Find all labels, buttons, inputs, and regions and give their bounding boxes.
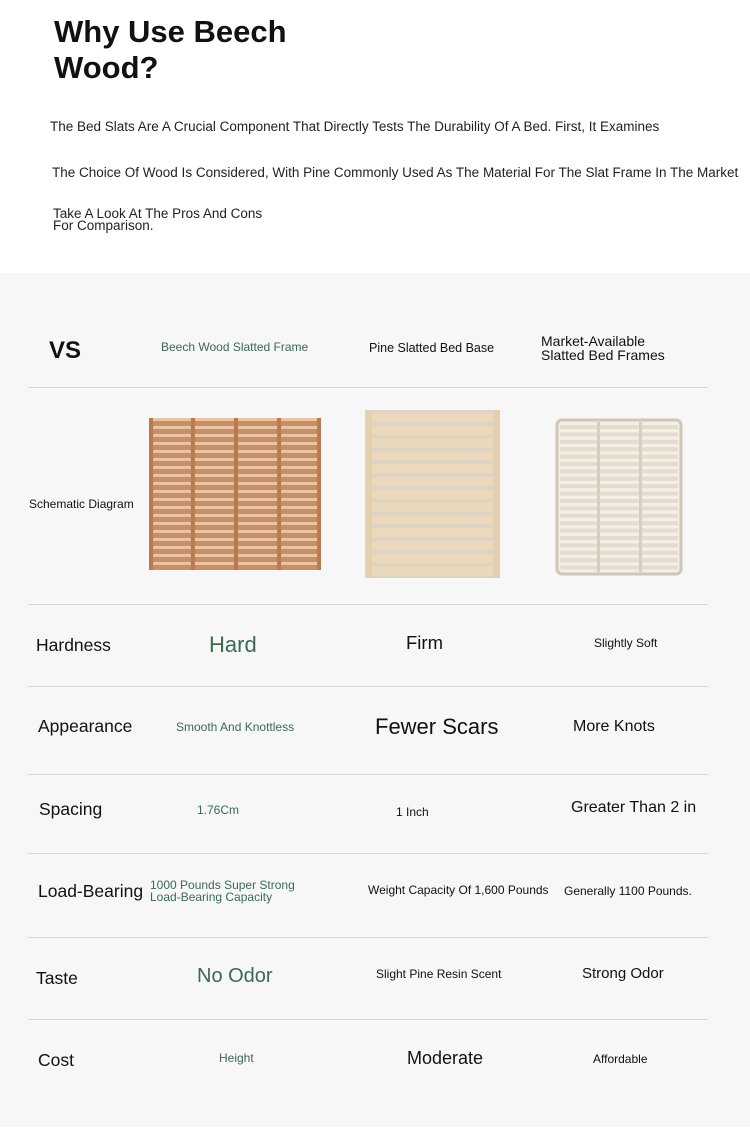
pine-slatted-base-image bbox=[365, 410, 500, 578]
intro-line-3b: For Comparison. bbox=[53, 218, 154, 233]
pine-slat bbox=[365, 567, 500, 576]
beech-slat bbox=[281, 509, 317, 514]
beech-slat bbox=[238, 445, 277, 450]
beech-slat bbox=[153, 429, 191, 434]
beech-slat bbox=[238, 517, 277, 522]
market-slat bbox=[642, 492, 678, 496]
column-header-beech: Beech Wood Slatted Frame bbox=[161, 340, 309, 354]
beech-slat bbox=[238, 549, 277, 554]
beech-slat bbox=[153, 517, 191, 522]
market-slat bbox=[642, 447, 678, 451]
beech-slat bbox=[238, 493, 277, 498]
beech-slat bbox=[195, 429, 234, 434]
beech-slat bbox=[238, 453, 277, 458]
market-slat bbox=[560, 536, 597, 540]
row-label-schematic: Schematic Diagram bbox=[29, 497, 134, 511]
pine-slat bbox=[365, 554, 500, 563]
beech-slat bbox=[238, 541, 277, 546]
market-slat bbox=[560, 514, 597, 518]
hardness-beech: Hard bbox=[209, 632, 257, 657]
beech-slat bbox=[238, 509, 277, 514]
taste-market: Strong Odor bbox=[582, 965, 664, 982]
load-market: Generally 1100 Pounds. bbox=[564, 884, 692, 898]
vs-label: VS bbox=[49, 337, 82, 364]
market-slat bbox=[600, 447, 639, 451]
beech-slat bbox=[153, 461, 191, 466]
market-slat bbox=[642, 499, 678, 503]
beech-slat bbox=[195, 477, 234, 482]
hardness-pine: Firm bbox=[406, 632, 443, 653]
beech-slat bbox=[195, 549, 234, 554]
beech-slat bbox=[195, 493, 234, 498]
market-slat bbox=[560, 484, 597, 488]
market-slat bbox=[642, 440, 678, 444]
taste-beech: No Odor bbox=[197, 965, 273, 987]
beech-slat bbox=[153, 453, 191, 458]
beech-slat bbox=[238, 565, 277, 570]
intro-line-1: The Bed Slats Are A Crucial Component That Directly Tests The Durability Of A Bed. First, It Examines bbox=[50, 119, 660, 134]
beech-slat bbox=[195, 517, 234, 522]
beech-slat bbox=[281, 429, 317, 434]
market-slat bbox=[560, 543, 597, 547]
beech-slat bbox=[195, 445, 234, 450]
market-slat bbox=[600, 484, 639, 488]
row-divider bbox=[28, 937, 708, 938]
appearance-market: More Knots bbox=[573, 718, 655, 735]
row-label-hardness: Hardness bbox=[36, 635, 111, 655]
title-line-2: Wood? bbox=[54, 50, 159, 85]
pine-slat bbox=[365, 503, 500, 512]
market-slat bbox=[560, 566, 597, 570]
beech-slat bbox=[195, 565, 234, 570]
beech-slat bbox=[153, 469, 191, 474]
beech-slat bbox=[195, 509, 234, 514]
market-slat bbox=[560, 455, 597, 459]
cost-market: Affordable bbox=[593, 1052, 648, 1066]
row-divider bbox=[28, 604, 708, 605]
market-slat bbox=[560, 529, 597, 533]
beech-slat bbox=[238, 525, 277, 530]
pine-slat bbox=[365, 541, 500, 550]
beech-slat bbox=[153, 477, 191, 482]
appearance-beech: Smooth And Knottless bbox=[176, 720, 295, 734]
row-label-load-bearing: Load-Bearing bbox=[38, 881, 144, 901]
comparison-table bbox=[0, 273, 750, 1131]
beech-slat bbox=[153, 557, 191, 562]
market-slat bbox=[600, 506, 639, 510]
market-slat bbox=[560, 506, 597, 510]
beech-slat bbox=[281, 453, 317, 458]
pine-slat bbox=[365, 464, 500, 473]
beech-slat bbox=[153, 485, 191, 490]
market-slat bbox=[642, 477, 678, 481]
market-slat bbox=[642, 521, 678, 525]
market-slat bbox=[600, 499, 639, 503]
beech-slat bbox=[281, 565, 317, 570]
beech-slat bbox=[195, 525, 234, 530]
beech-slat bbox=[281, 461, 317, 466]
market-slat bbox=[560, 521, 597, 525]
market-slat bbox=[600, 558, 639, 562]
column-header-market-line-1: Market-Available bbox=[541, 333, 646, 349]
beech-slat bbox=[153, 421, 191, 426]
market-slat bbox=[560, 440, 597, 444]
beech-slat bbox=[281, 557, 317, 562]
beech-slat bbox=[153, 533, 191, 538]
spacing-market: Greater Than 2 in bbox=[571, 799, 697, 816]
market-slat bbox=[560, 499, 597, 503]
page-title bbox=[54, 14, 354, 86]
market-slat bbox=[642, 455, 678, 459]
market-slat bbox=[642, 529, 678, 533]
cost-beech: Height bbox=[219, 1051, 254, 1065]
beech-slat bbox=[153, 493, 191, 498]
beech-slat bbox=[238, 557, 277, 562]
market-slat bbox=[600, 455, 639, 459]
beech-slat bbox=[281, 501, 317, 506]
beech-slat bbox=[153, 437, 191, 442]
row-divider bbox=[28, 686, 708, 687]
title-line-1: Why Use Beech bbox=[54, 14, 287, 49]
bottom-edge bbox=[0, 1127, 750, 1131]
market-slat bbox=[600, 529, 639, 533]
beech-slat bbox=[281, 477, 317, 482]
market-slat bbox=[600, 543, 639, 547]
column-header-pine: Pine Slatted Bed Base bbox=[369, 341, 495, 355]
beech-slat bbox=[281, 525, 317, 530]
beech-slat bbox=[195, 453, 234, 458]
beech-slat bbox=[195, 541, 234, 546]
beech-slat bbox=[281, 493, 317, 498]
load-pine: Weight Capacity Of 1,600 Pounds bbox=[368, 883, 549, 897]
market-slat bbox=[642, 484, 678, 488]
pine-slat bbox=[365, 426, 500, 435]
market-slatted-frame-image bbox=[555, 418, 683, 576]
market-slat bbox=[642, 506, 678, 510]
market-slat bbox=[560, 425, 597, 429]
beech-slat bbox=[195, 437, 234, 442]
hardness-market: Slightly Soft bbox=[594, 636, 658, 650]
beech-slat bbox=[153, 445, 191, 450]
pine-slat bbox=[365, 515, 500, 524]
row-label-appearance: Appearance bbox=[38, 716, 133, 736]
beech-slat bbox=[153, 565, 191, 570]
appearance-pine: Fewer Scars bbox=[375, 714, 499, 739]
beech-slat bbox=[238, 421, 277, 426]
beech-slat bbox=[153, 541, 191, 546]
market-slat bbox=[600, 536, 639, 540]
market-slat bbox=[600, 425, 639, 429]
beech-slat bbox=[281, 485, 317, 490]
load-beech-line-2: Load-Bearing Capacity bbox=[150, 890, 273, 904]
beech-slat bbox=[238, 477, 277, 482]
market-slat bbox=[600, 432, 639, 436]
row-divider bbox=[28, 1019, 708, 1020]
beech-slat bbox=[195, 461, 234, 466]
beech-slat bbox=[281, 445, 317, 450]
beech-slat bbox=[238, 429, 277, 434]
beech-slat bbox=[153, 509, 191, 514]
market-slat bbox=[642, 551, 678, 555]
market-slat bbox=[600, 440, 639, 444]
market-slat bbox=[560, 447, 597, 451]
beech-slat bbox=[281, 517, 317, 522]
spacing-pine: 1 Inch bbox=[396, 805, 429, 819]
market-slat bbox=[560, 432, 597, 436]
beech-slat bbox=[153, 525, 191, 530]
market-slat bbox=[560, 477, 597, 481]
load-beech-line-1: 1000 Pounds Super Strong bbox=[150, 878, 295, 892]
spacing-beech: 1.76Cm bbox=[197, 803, 240, 817]
beech-slat bbox=[281, 533, 317, 538]
market-slat bbox=[642, 469, 678, 473]
market-slat bbox=[600, 566, 639, 570]
market-slat bbox=[600, 462, 639, 466]
row-label-spacing: Spacing bbox=[39, 799, 103, 819]
market-slat bbox=[600, 469, 639, 473]
intro-line-2: The Choice Of Wood Is Considered, With Pine Commonly Used As The Material For The Slat Frame In The Market bbox=[52, 165, 739, 180]
beech-slat bbox=[153, 549, 191, 554]
beech-slat bbox=[238, 437, 277, 442]
intro-section bbox=[0, 0, 750, 272]
column-header-market-line-2: Slatted Bed Frames bbox=[541, 347, 665, 363]
beech-slat bbox=[153, 501, 191, 506]
intro-line-3a: Take A Look At The Pros And Cons bbox=[53, 206, 263, 221]
beech-slat bbox=[238, 501, 277, 506]
market-slat bbox=[560, 469, 597, 473]
beech-slat bbox=[281, 469, 317, 474]
row-label-taste: Taste bbox=[36, 968, 78, 988]
market-slat bbox=[642, 514, 678, 518]
beech-slat bbox=[281, 549, 317, 554]
row-divider bbox=[28, 387, 708, 388]
market-slat bbox=[642, 536, 678, 540]
market-slat bbox=[642, 425, 678, 429]
cost-pine: Moderate bbox=[407, 1048, 484, 1068]
beech-slat bbox=[238, 469, 277, 474]
market-slat bbox=[600, 521, 639, 525]
beech-slat bbox=[238, 533, 277, 538]
market-slat bbox=[600, 551, 639, 555]
pine-slat bbox=[365, 439, 500, 448]
market-slat bbox=[642, 558, 678, 562]
beech-slat bbox=[195, 501, 234, 506]
pine-slat bbox=[365, 413, 500, 422]
market-slat bbox=[642, 462, 678, 466]
row-label-cost: Cost bbox=[38, 1050, 74, 1070]
market-slat bbox=[560, 462, 597, 466]
market-slat bbox=[560, 492, 597, 496]
beech-slat bbox=[238, 485, 277, 490]
beech-slat bbox=[195, 557, 234, 562]
pine-slat bbox=[365, 477, 500, 486]
market-slat bbox=[560, 558, 597, 562]
pine-slat bbox=[365, 490, 500, 499]
market-slat bbox=[642, 566, 678, 570]
row-divider bbox=[28, 853, 708, 854]
market-slat bbox=[600, 492, 639, 496]
beech-slat bbox=[281, 541, 317, 546]
beech-slat bbox=[195, 469, 234, 474]
beech-slat bbox=[281, 421, 317, 426]
beech-slat bbox=[195, 421, 234, 426]
pine-slat bbox=[365, 451, 500, 460]
beech-slat bbox=[195, 533, 234, 538]
market-slat bbox=[600, 477, 639, 481]
market-slat bbox=[560, 551, 597, 555]
market-slat bbox=[642, 543, 678, 547]
beech-slat bbox=[195, 485, 234, 490]
beech-slat bbox=[238, 461, 277, 466]
pine-slat bbox=[365, 528, 500, 537]
row-divider bbox=[28, 774, 708, 775]
beech-slat bbox=[281, 437, 317, 442]
market-slat bbox=[600, 514, 639, 518]
beech-slatted-frame-image bbox=[148, 417, 322, 571]
market-slat bbox=[642, 432, 678, 436]
taste-pine: Slight Pine Resin Scent bbox=[376, 967, 502, 981]
